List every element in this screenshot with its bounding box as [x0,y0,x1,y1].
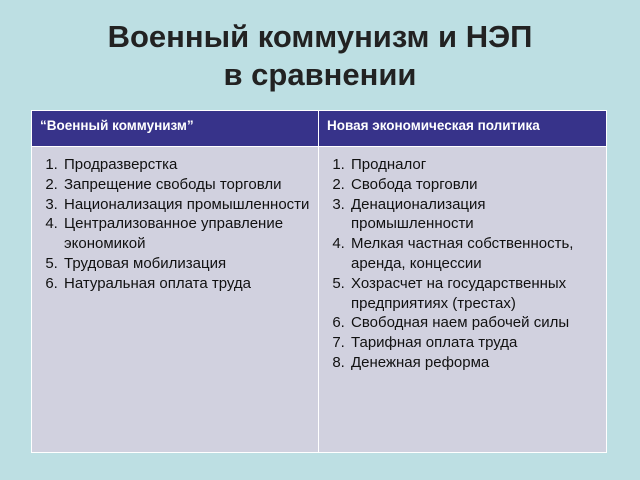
table-header-row [32,111,607,147]
list-item: 1. Продразверстка [62,155,312,175]
nep-cell [319,147,607,453]
list-item: 3. Национализация промышленности [62,195,312,215]
list-item: 4. Мелкая частная собственность, аренда, концессии [349,234,600,274]
list-item: 2. Запрещение свободы торговли [62,175,312,195]
list-item: 5. Трудовая мобилизация [62,254,312,274]
header-war-communism: “Военный коммунизм” [32,111,319,147]
slide-title-line-2: в сравнении [223,57,417,92]
comparison-table [31,110,607,453]
war-communism-cell [32,147,319,453]
list-item: 2. Свобода торговли [349,175,600,195]
slide-title [0,18,640,94]
list-item: 4. Централизованное управление экономикой [62,214,312,254]
slide-title-line-1: Военный коммунизм и НЭП [107,19,533,54]
list-item: 3. Денационализация промышленности [349,195,600,235]
war-communism-list [38,155,312,294]
list-item: 6. Натуральная оплата труда [62,274,312,294]
list-item: 1. Продналог [349,155,600,175]
list-item: 6. Свободная наем рабочей силы [349,313,600,333]
list-item: 8. Денежная реформа [349,353,600,373]
list-item: 5. Хозрасчет на государственных предприятиях (трестах) [349,274,600,314]
nep-list [325,155,600,373]
table-row [32,147,607,453]
list-item: 7. Тарифная оплата труда [349,333,600,353]
header-nep: Новая экономическая политика [319,111,607,147]
